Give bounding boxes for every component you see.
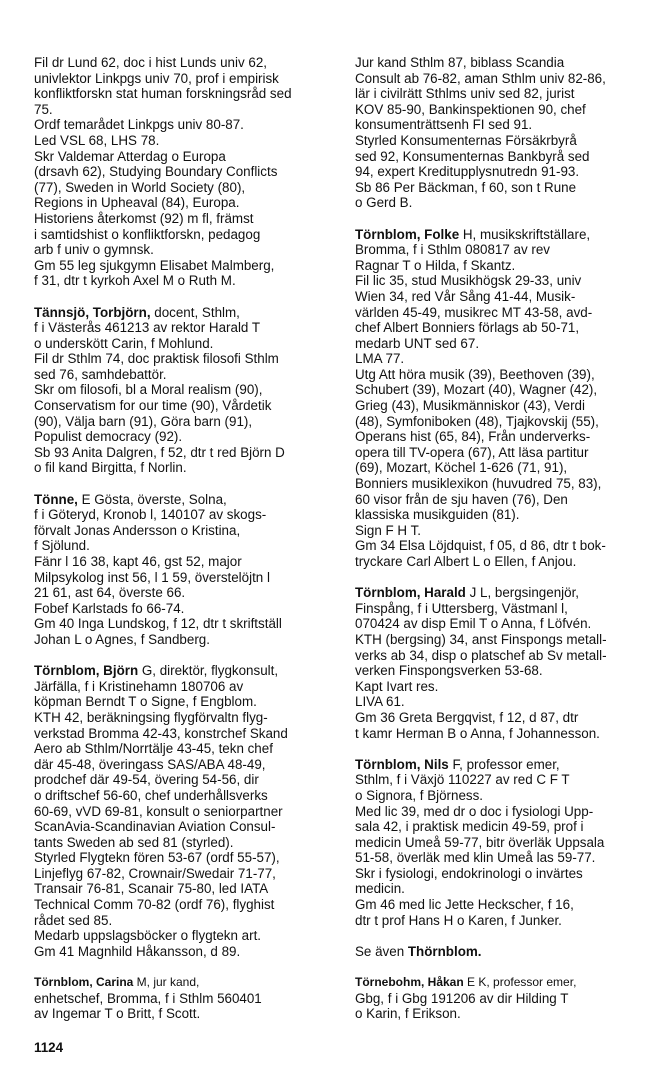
text-line: Styrled Flygtekn fören 53-67 (ordf 55-57), [34, 850, 280, 866]
person-name: Törnblom, Folke [355, 226, 460, 242]
text-line: 070424 av disp Emil T o Anna, f Löfvén. [355, 616, 592, 632]
text-line: Skr om filosofi, bl a Moral realism (90), [34, 382, 263, 398]
entry-heading [34, 305, 334, 321]
text-line: (drsavh 62), Studying Boundary Conflicts [34, 164, 278, 180]
entry-heading [34, 492, 334, 508]
text-line: f 31, dtr t kyrkoh Axel M o Ruth M. [34, 273, 236, 289]
text-line: sed 76, samhdebattör. [34, 366, 167, 382]
text-line: Gbg, f i Gbg 191206 av dir Hilding T [355, 990, 569, 1006]
entry-heading [355, 585, 645, 601]
text-line: univlektor Linkpgs univ 70, prof i empirisk [34, 70, 279, 86]
text-line: Milpsykolog inst 56, l 1 59, överstelöjtn l [34, 569, 270, 585]
text-line: Led VSL 68, LHS 78. [34, 132, 160, 148]
text-line: Ragnar T o Hilda, f Skantz. [355, 257, 516, 273]
text-line: i samtidshist o konfliktforskn, pedagog [34, 226, 261, 242]
text-line: (77), Sweden in World Society (80), [34, 179, 246, 195]
text-line: Wien 34, red Vår Sång 41-44, Musik- [355, 288, 576, 304]
text-line: f i Västerås 461213 av rektor Harald T [34, 320, 261, 336]
text-line: Sb 93 Anita Dalgren, f 52, dtr t red Björn D [34, 444, 285, 460]
text-line: enhetschef, Bromma, f i Sthlm 560401 [34, 990, 262, 1006]
text-line: Finspång, f i Uttersberg, Västmanl l, [355, 600, 568, 616]
text-line: Sb 86 Per Bäckman, f 60, son t Rune [355, 179, 577, 195]
biography-entry [355, 975, 645, 1022]
text-line: KTH (bergsing) 34, anst Finspongs metall- [355, 631, 607, 647]
text-line: 51-58, överläk med klin Umeå las 59-77. [355, 850, 596, 866]
text-line: verkstad Bromma 42-43, konstrchef Skand [34, 725, 288, 741]
text-line: Sign F H T. [355, 522, 421, 538]
text-line: verks ab 34, disp o platschef ab Sv metall- [355, 647, 607, 663]
text-line: Jur kand Sthlm 87, biblass Scandia [355, 55, 565, 70]
text-line: Medarb uppslagsböcker o flygtekn art. [34, 928, 262, 944]
text-line: medarb UNT sed 67. [355, 335, 480, 351]
text-line: opera till TV-opera (67), Att läsa partitur [355, 444, 589, 460]
heading-text: G, direktör, flygkonsult, [138, 663, 279, 679]
heading-text: J L, bergsingenjör, [465, 585, 580, 601]
text-line: 21 61, ast 64, överste 66. [34, 585, 186, 601]
text-line: konsumenträttsenh FI sed 91. [355, 117, 533, 133]
text-line: Grieg (43), Musikmänniskor (43), Verdi [355, 398, 585, 414]
person-name: Törnblom, Carina [34, 975, 134, 990]
text-line: dtr t prof Hans H o Karen, f Junker. [355, 912, 562, 928]
text-line: konfliktforskn stat human forskningsråd sed [34, 86, 292, 102]
text-line: Styrled Konsumenternas Försäkrbyrå [355, 132, 577, 148]
text-line: Fänr l 16 38, kapt 46, gst 52, major [34, 554, 242, 569]
text-line: Kapt Ivart res. [355, 678, 439, 694]
text-line: köpman Berndt T o Signe, f Engblom. [34, 694, 257, 710]
text-line: 60-69, vVD 69-81, konsult o seniorpartner [34, 803, 283, 819]
heading-text: H, musikskriftställare, [459, 226, 591, 242]
text-line: Gm 55 leg sjukgymn Elisabet Malmberg, [34, 257, 275, 273]
text-line: av Ingemar T o Britt, f Scott. [34, 1006, 201, 1022]
text-line: Bromma, f i Sthlm 080817 av rev [355, 242, 550, 258]
text-line: (90), Välja barn (91), Göra barn (91), [34, 413, 253, 429]
entry-heading [34, 975, 334, 991]
text-line: Fil lic 35, stud Musikhögsk 29-33, univ [355, 273, 582, 289]
text-line: medicin. [355, 881, 405, 897]
heading-text: M, jur kand, [133, 975, 200, 990]
biography-entry [355, 757, 645, 929]
text-line: 75. [34, 101, 53, 117]
text-line: Regions in Upheaval (84), Europa. [34, 195, 240, 211]
text-line: o Signora, f Björness. [355, 787, 484, 803]
text-line: rådet sed 85. [34, 912, 113, 928]
text-line: världen 45-49, musikrec MT 43-58, avd- [355, 304, 593, 320]
entry-heading [355, 975, 645, 991]
heading-text: E Gösta, överste, Solna, [77, 491, 227, 507]
text-line: KOV 85-90, Bankinspektionen 90, chef [355, 101, 586, 117]
biography-entry [355, 55, 645, 211]
text-line: klassiska musikguiden (81). [355, 507, 520, 523]
person-name: Törnebohm, Håkan [355, 975, 464, 990]
text-line: Utg Att höra musik (39), Beethoven (39), [355, 366, 595, 382]
text-line: (69), Mozart, Köchel 1-626 (71, 91), [355, 460, 568, 476]
text-line: KTH 42, beräkningsing flygförvaltn flyg- [34, 709, 268, 725]
text-line: Transair 76-81, Scanair 75-80, led IATA [34, 881, 269, 897]
see-also-prefix: Se även [355, 943, 408, 959]
biography-entry [34, 663, 334, 959]
text-line: o Gerd B. [355, 195, 413, 211]
text-line: Skr Valdemar Atterdag o Europa [34, 148, 226, 164]
text-line: prodchef där 49-54, övering 54-56, dir [34, 772, 259, 788]
text-line: sala 42, i praktisk medicin 49-59, prof i [355, 819, 584, 835]
text-line: Consult ab 76-82, aman Sthlm univ 82-86, [355, 70, 606, 86]
person-name: Törnblom, Harald [355, 585, 466, 601]
see-also-name: Thörnblom. [407, 943, 482, 959]
text-line: Sthlm, f i Växjö 110227 av red C F T [355, 772, 570, 788]
text-line: f Sjölund. [34, 538, 90, 554]
text-line: o fil kand Birgitta, f Norlin. [34, 460, 187, 476]
text-line: Fil dr Sthlm 74, doc praktisk filosofi Sthlm [34, 351, 279, 367]
text-line: Fil dr Lund 62, doc i hist Lunds univ 62, [34, 55, 267, 70]
biography-entry [355, 585, 645, 741]
text-line: Populist democracy (92). [34, 429, 183, 445]
text-line: Historiens återkomst (92) m fl, främst [34, 210, 254, 226]
text-line: medicin Umeå 59-77, bitr överläk Uppsala [355, 834, 605, 850]
text-line: o driftschef 56-60, chef underhållsverks [34, 787, 268, 803]
text-line: (48), Symfoniboken (48), Tjajkovskij (55), [355, 413, 599, 429]
text-line: Gm 40 Inga Lundskog, f 12, dtr t skriftställ [34, 616, 282, 632]
biography-entry [34, 305, 334, 477]
heading-text: E K, professor emer, [463, 975, 577, 990]
text-line: Skr i fysiologi, endokrinologi o invärtes [355, 865, 583, 881]
heading-text: F, professor emer, [448, 756, 560, 772]
text-line: Fobef Karlstads fo 66-74. [34, 600, 185, 616]
entry-heading [355, 757, 645, 773]
text-line: Johan L o Agnes, f Sandberg. [34, 631, 210, 647]
text-line: Aero ab Sthlm/Norrtälje 43-45, tekn chef [34, 741, 273, 757]
text-line: Schubert (39), Mozart (40), Wagner (42), [355, 382, 598, 398]
text-line: o underskött Carin, f Mohlund. [34, 335, 214, 351]
text-line: arb f univ o gymnsk. [34, 242, 154, 258]
person-name: Törnblom, Björn [34, 663, 139, 679]
biography-entry [34, 55, 334, 289]
text-line: Gm 34 Elsa Löjdquist, f 05, d 86, dtr t bok- [355, 538, 606, 554]
biography-entry [34, 492, 334, 648]
text-line: förvalt Jonas Andersson o Kristina, [34, 522, 241, 538]
text-line: Bonniers musiklexikon (huvudred 75, 83), [355, 476, 602, 492]
text-line: Järfälla, f i Kristinehamn 180706 av [34, 678, 244, 694]
right-column [355, 55, 645, 1037]
page-number: 1124 [34, 1040, 64, 1055]
text-line: LMA 77. [355, 351, 405, 367]
entry-heading [355, 227, 645, 243]
text-line: Technical Comm 70-82 (ordf 76), flyghist [34, 897, 275, 913]
text-line: f i Göteryd, Kronob l, 140107 av skogs- [34, 507, 267, 523]
text-line: 60 visor från de sju haven (76), Den [355, 491, 568, 507]
text-line: Gm 41 Magnhild Håkansson, d 89. [34, 943, 241, 959]
text-line: t kamr Herman B o Anna, f Johannesson. [355, 725, 600, 741]
text-line: Conservatism for our time (90), Vårdetik [34, 398, 272, 414]
biography-entry [355, 227, 645, 570]
text-line: sed 92, Konsumenternas Bankbyrå sed [355, 148, 590, 164]
biography-entry [355, 944, 645, 960]
text-line: Med lic 39, med dr o doc i fysiologi Upp- [355, 803, 594, 819]
person-name: Törnblom, Nils [355, 756, 449, 772]
text-line: lär i civilrätt Sthlms univ sed 82, jurist [355, 86, 575, 102]
text-line: Linjeflyg 67-82, Crownair/Swedair 71-77, [34, 865, 276, 881]
text-line: 94, expert Kreditupplysnutredn 91-93. [355, 164, 580, 180]
text-line: chef Albert Bonniers förlags ab 50-71, [355, 320, 580, 336]
text-line: tryckare Carl Albert L o Ellen, f Anjou. [355, 554, 577, 569]
person-name: Tännsjö, Torbjörn, [34, 304, 151, 320]
heading-text: docent, Sthlm, [150, 304, 240, 320]
text-line: Gm 46 med lic Jette Heckscher, f 16, [355, 897, 574, 913]
text-line: där 45-48, överingass SAS/ABA 48-49, [34, 756, 266, 772]
text-line: LIVA 61. [355, 694, 405, 710]
text-line: tants Sweden ab sed 81 (styrled). [34, 834, 234, 850]
biography-entry [34, 975, 334, 1022]
text-line: verken Finspongsverken 53-68. [355, 663, 543, 679]
see-also-reference [355, 944, 645, 960]
entry-heading [34, 663, 334, 679]
text-line: Ordf temarådet Linkpgs univ 80-87. [34, 117, 244, 133]
text-line: Operans hist (65, 84), Från underverks- [355, 429, 591, 445]
text-line: o Karin, f Erikson. [355, 1006, 461, 1022]
person-name: Tönne, [34, 491, 78, 507]
text-line: ScanAvia-Scandinavian Aviation Consul- [34, 819, 276, 835]
text-line: Gm 36 Greta Bergqvist, f 12, d 87, dtr [355, 709, 579, 725]
left-column [34, 55, 334, 1037]
